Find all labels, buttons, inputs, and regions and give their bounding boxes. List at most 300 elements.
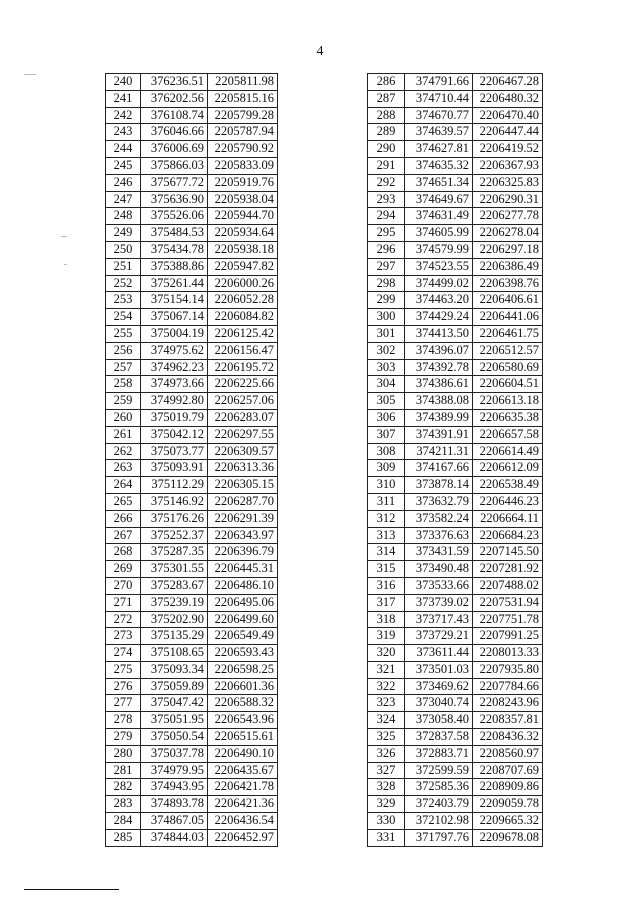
table-row [106,258,278,275]
table-row [368,409,543,426]
point-number-cell: 322 [368,678,405,695]
table-row [368,426,543,443]
x-coordinate-cell: 373533.66 [405,577,473,594]
table-row [106,796,278,813]
table-row [106,813,278,830]
y-coordinate-cell: 2206052.28 [208,292,278,309]
y-coordinate-cell: 2206604.51 [473,376,543,393]
table-row [106,477,278,494]
scan-speck [64,264,67,265]
table-row [368,292,543,309]
table-row [106,74,278,91]
point-number-cell: 248 [106,208,141,225]
point-number-cell: 285 [106,829,141,846]
x-coordinate-cell: 374413.50 [405,325,473,342]
x-coordinate-cell: 374388.08 [405,393,473,410]
x-coordinate-cell: 374605.99 [405,225,473,242]
table-row [368,393,543,410]
x-coordinate-cell: 373040.74 [405,695,473,712]
point-number-cell: 247 [106,191,141,208]
y-coordinate-cell: 2206343.97 [208,527,278,544]
table-row [368,191,543,208]
table-row [106,325,278,342]
x-coordinate-cell: 376108.74 [141,107,208,124]
point-number-cell: 256 [106,342,141,359]
x-coordinate-cell: 375636.90 [141,191,208,208]
y-coordinate-cell: 2206435.67 [208,762,278,779]
table-row [106,577,278,594]
x-coordinate-cell: 373729.21 [405,628,473,645]
y-coordinate-cell: 2206287.70 [208,493,278,510]
y-coordinate-cell: 2205787.94 [208,124,278,141]
point-number-cell: 314 [368,544,405,561]
y-coordinate-cell: 2206486.10 [208,577,278,594]
y-coordinate-cell: 2205934.64 [208,225,278,242]
x-coordinate-cell: 372837.58 [405,729,473,746]
point-number-cell: 265 [106,493,141,510]
y-coordinate-cell: 2206084.82 [208,309,278,326]
x-coordinate-cell: 375252.37 [141,527,208,544]
x-coordinate-cell: 374992.80 [141,393,208,410]
x-coordinate-cell: 374396.07 [405,342,473,359]
table-row [106,426,278,443]
y-coordinate-cell: 2206297.18 [473,241,543,258]
table-row [106,376,278,393]
y-coordinate-cell: 2205938.18 [208,241,278,258]
point-number-cell: 283 [106,796,141,813]
point-number-cell: 303 [368,359,405,376]
y-coordinate-cell: 2206515.61 [208,729,278,746]
point-number-cell: 315 [368,561,405,578]
y-coordinate-cell: 2206421.78 [208,779,278,796]
x-coordinate-cell: 375176.26 [141,510,208,527]
x-coordinate-cell: 374962.23 [141,359,208,376]
point-number-cell: 305 [368,393,405,410]
table-row [368,628,543,645]
table-row [106,678,278,695]
point-number-cell: 293 [368,191,405,208]
table-row [106,729,278,746]
y-coordinate-cell: 2206195.72 [208,359,278,376]
point-number-cell: 258 [106,376,141,393]
table-row [106,712,278,729]
point-number-cell: 251 [106,258,141,275]
y-coordinate-cell: 2207991.25 [473,628,543,645]
point-number-cell: 281 [106,762,141,779]
table-row [368,157,543,174]
point-number-cell: 297 [368,258,405,275]
x-coordinate-cell: 374844.03 [141,829,208,846]
point-number-cell: 270 [106,577,141,594]
table-row [368,443,543,460]
x-coordinate-cell: 374635.32 [405,157,473,174]
y-coordinate-cell: 2206613.18 [473,393,543,410]
y-coordinate-cell: 2205815.16 [208,90,278,107]
point-number-cell: 304 [368,376,405,393]
y-coordinate-cell: 2206684.23 [473,527,543,544]
y-coordinate-cell: 2206593.43 [208,645,278,662]
table-row [106,561,278,578]
point-number-cell: 320 [368,645,405,662]
x-coordinate-cell: 374211.31 [405,443,473,460]
y-coordinate-cell: 2206436.54 [208,813,278,830]
table-row [106,141,278,158]
y-coordinate-cell: 2208909.86 [473,779,543,796]
point-number-cell: 313 [368,527,405,544]
y-coordinate-cell: 2206612.09 [473,460,543,477]
y-coordinate-cell: 2206398.76 [473,275,543,292]
x-coordinate-cell: 375135.29 [141,628,208,645]
x-coordinate-cell: 373490.48 [405,561,473,578]
table-row [106,157,278,174]
x-coordinate-cell: 374649.67 [405,191,473,208]
point-number-cell: 255 [106,325,141,342]
table-row [106,510,278,527]
x-coordinate-cell: 375004.19 [141,325,208,342]
table-row [106,409,278,426]
point-number-cell: 244 [106,141,141,158]
x-coordinate-cell: 376046.66 [141,124,208,141]
x-coordinate-cell: 374979.95 [141,762,208,779]
x-coordinate-cell: 374523.55 [405,258,473,275]
point-number-cell: 330 [368,813,405,830]
point-number-cell: 259 [106,393,141,410]
x-coordinate-cell: 372102.98 [405,813,473,830]
table-row [368,477,543,494]
x-coordinate-cell: 373717.43 [405,611,473,628]
x-coordinate-cell: 374670.77 [405,107,473,124]
table-row [106,208,278,225]
x-coordinate-cell: 375146.92 [141,493,208,510]
point-number-cell: 327 [368,762,405,779]
y-coordinate-cell: 2207751.78 [473,611,543,628]
y-coordinate-cell: 2206480.32 [473,90,543,107]
y-coordinate-cell: 2206325.83 [473,174,543,191]
x-coordinate-cell: 374627.81 [405,141,473,158]
y-coordinate-cell: 2206367.93 [473,157,543,174]
point-number-cell: 288 [368,107,405,124]
y-coordinate-cell: 2206601.36 [208,678,278,695]
x-coordinate-cell: 375093.91 [141,460,208,477]
x-coordinate-cell: 372599.59 [405,762,473,779]
y-coordinate-cell: 2205947.82 [208,258,278,275]
x-coordinate-cell: 375019.79 [141,409,208,426]
y-coordinate-cell: 2206549.49 [208,628,278,645]
point-number-cell: 269 [106,561,141,578]
point-number-cell: 249 [106,225,141,242]
table-row [106,745,278,762]
table-row [368,829,543,846]
point-number-cell: 306 [368,409,405,426]
point-number-cell: 321 [368,661,405,678]
y-coordinate-cell: 2206277.78 [473,208,543,225]
y-coordinate-cell: 2206657.58 [473,426,543,443]
table-row [368,712,543,729]
scan-speck [24,74,36,75]
point-number-cell: 299 [368,292,405,309]
x-coordinate-cell: 372585.36 [405,779,473,796]
table-row [106,460,278,477]
point-number-cell: 328 [368,779,405,796]
coordinates-table-right [367,73,543,847]
table-row [368,661,543,678]
table-row [368,325,543,342]
y-coordinate-cell: 2205799.28 [208,107,278,124]
y-coordinate-cell: 2206291.39 [208,510,278,527]
x-coordinate-cell: 372883.71 [405,745,473,762]
point-number-cell: 274 [106,645,141,662]
point-number-cell: 325 [368,729,405,746]
point-number-cell: 309 [368,460,405,477]
x-coordinate-cell: 373878.14 [405,477,473,494]
table-row [368,678,543,695]
y-coordinate-cell: 2206490.10 [208,745,278,762]
y-coordinate-cell: 2206441.06 [473,309,543,326]
point-number-cell: 245 [106,157,141,174]
point-number-cell: 286 [368,74,405,91]
table-row [368,107,543,124]
point-number-cell: 301 [368,325,405,342]
point-number-cell: 282 [106,779,141,796]
table-row [106,309,278,326]
table-row [106,443,278,460]
x-coordinate-cell: 373582.24 [405,510,473,527]
point-number-cell: 287 [368,90,405,107]
table-row [368,561,543,578]
table-row [106,611,278,628]
y-coordinate-cell: 2209678.08 [473,829,543,846]
x-coordinate-cell: 375287.35 [141,544,208,561]
x-coordinate-cell: 375112.29 [141,477,208,494]
x-coordinate-cell: 373632.79 [405,493,473,510]
y-coordinate-cell: 2208707.69 [473,762,543,779]
table-row [106,544,278,561]
point-number-cell: 261 [106,426,141,443]
table-row [106,393,278,410]
table-row [106,292,278,309]
x-coordinate-cell: 371797.76 [405,829,473,846]
y-coordinate-cell: 2205790.92 [208,141,278,158]
point-number-cell: 291 [368,157,405,174]
table-row [368,241,543,258]
y-coordinate-cell: 2206278.04 [473,225,543,242]
x-coordinate-cell: 376236.51 [141,74,208,91]
y-coordinate-cell: 2206635.38 [473,409,543,426]
y-coordinate-cell: 2207281.92 [473,561,543,578]
point-number-cell: 254 [106,309,141,326]
x-coordinate-cell: 374710.44 [405,90,473,107]
y-coordinate-cell: 2205811.98 [208,74,278,91]
point-number-cell: 263 [106,460,141,477]
y-coordinate-cell: 2206290.31 [473,191,543,208]
y-coordinate-cell: 2206452.97 [208,829,278,846]
table-row [368,645,543,662]
table-row [368,376,543,393]
point-number-cell: 298 [368,275,405,292]
x-coordinate-cell: 374631.49 [405,208,473,225]
y-coordinate-cell: 2206538.49 [473,477,543,494]
point-number-cell: 250 [106,241,141,258]
table-row [368,510,543,527]
table-row [368,309,543,326]
table-row [106,645,278,662]
table-row [368,796,543,813]
x-coordinate-cell: 374943.95 [141,779,208,796]
x-coordinate-cell: 374973.66 [141,376,208,393]
y-coordinate-cell: 2206257.06 [208,393,278,410]
point-number-cell: 279 [106,729,141,746]
table-row [368,493,543,510]
point-number-cell: 300 [368,309,405,326]
y-coordinate-cell: 2206467.28 [473,74,543,91]
table-row [368,695,543,712]
point-number-cell: 275 [106,661,141,678]
point-number-cell: 273 [106,628,141,645]
point-number-cell: 262 [106,443,141,460]
point-number-cell: 241 [106,90,141,107]
table-row [368,174,543,191]
y-coordinate-cell: 2206445.31 [208,561,278,578]
x-coordinate-cell: 375108.65 [141,645,208,662]
point-number-cell: 296 [368,241,405,258]
table-body [106,74,278,847]
point-number-cell: 323 [368,695,405,712]
x-coordinate-cell: 376006.69 [141,141,208,158]
x-coordinate-cell: 375261.44 [141,275,208,292]
table-row [368,342,543,359]
y-coordinate-cell: 2207784.66 [473,678,543,695]
x-coordinate-cell: 374429.24 [405,309,473,326]
y-coordinate-cell: 2206447.44 [473,124,543,141]
scan-speck [61,236,67,237]
point-number-cell: 331 [368,829,405,846]
x-coordinate-cell: 373058.40 [405,712,473,729]
table-body [368,74,543,847]
table-row [106,695,278,712]
footnote-rule [24,889,119,890]
x-coordinate-cell: 375202.90 [141,611,208,628]
y-coordinate-cell: 2206664.11 [473,510,543,527]
y-coordinate-cell: 2208013.33 [473,645,543,662]
point-number-cell: 266 [106,510,141,527]
table-row [368,90,543,107]
x-coordinate-cell: 375050.54 [141,729,208,746]
table-row [106,191,278,208]
y-coordinate-cell: 2206499.60 [208,611,278,628]
x-coordinate-cell: 373376.63 [405,527,473,544]
table-row [106,527,278,544]
y-coordinate-cell: 2206580.69 [473,359,543,376]
y-coordinate-cell: 2206225.66 [208,376,278,393]
x-coordinate-cell: 375073.77 [141,443,208,460]
table-row [368,577,543,594]
y-coordinate-cell: 2206283.07 [208,409,278,426]
x-coordinate-cell: 375484.53 [141,225,208,242]
x-coordinate-cell: 372403.79 [405,796,473,813]
x-coordinate-cell: 374975.62 [141,342,208,359]
table-row [106,342,278,359]
x-coordinate-cell: 376202.56 [141,90,208,107]
table-row [106,359,278,376]
y-coordinate-cell: 2206156.47 [208,342,278,359]
point-number-cell: 264 [106,477,141,494]
x-coordinate-cell: 375059.89 [141,678,208,695]
y-coordinate-cell: 2207935.80 [473,661,543,678]
x-coordinate-cell: 373501.03 [405,661,473,678]
table-row [368,813,543,830]
y-coordinate-cell: 2206313.36 [208,460,278,477]
table-row [106,661,278,678]
point-number-cell: 280 [106,745,141,762]
table-row [368,359,543,376]
y-coordinate-cell: 2206588.32 [208,695,278,712]
y-coordinate-cell: 2208560.97 [473,745,543,762]
point-number-cell: 272 [106,611,141,628]
y-coordinate-cell: 2209059.78 [473,796,543,813]
y-coordinate-cell: 2206000.26 [208,275,278,292]
page-number: 4 [316,44,324,59]
point-number-cell: 289 [368,124,405,141]
x-coordinate-cell: 375037.78 [141,745,208,762]
x-coordinate-cell: 375047.42 [141,695,208,712]
y-coordinate-cell: 2209665.32 [473,813,543,830]
point-number-cell: 271 [106,594,141,611]
y-coordinate-cell: 2206125.42 [208,325,278,342]
x-coordinate-cell: 374463.20 [405,292,473,309]
x-coordinate-cell: 375677.72 [141,174,208,191]
coordinates-table-left [105,73,278,847]
y-coordinate-cell: 2208243.96 [473,695,543,712]
x-coordinate-cell: 375154.14 [141,292,208,309]
y-coordinate-cell: 2206461.75 [473,325,543,342]
y-coordinate-cell: 2206495.06 [208,594,278,611]
y-coordinate-cell: 2206297.55 [208,426,278,443]
table-row [106,829,278,846]
x-coordinate-cell: 375283.67 [141,577,208,594]
table-row [368,544,543,561]
table-row [368,124,543,141]
x-coordinate-cell: 374639.57 [405,124,473,141]
x-coordinate-cell: 375301.55 [141,561,208,578]
y-coordinate-cell: 2206406.61 [473,292,543,309]
y-coordinate-cell: 2205944.70 [208,208,278,225]
x-coordinate-cell: 374389.99 [405,409,473,426]
y-coordinate-cell: 2206421.36 [208,796,278,813]
point-number-cell: 257 [106,359,141,376]
table-row [368,258,543,275]
x-coordinate-cell: 375239.19 [141,594,208,611]
x-coordinate-cell: 375042.12 [141,426,208,443]
x-coordinate-cell: 374791.66 [405,74,473,91]
table-row [368,745,543,762]
table-row [106,241,278,258]
point-number-cell: 316 [368,577,405,594]
table-row [368,594,543,611]
point-number-cell: 302 [368,342,405,359]
table-row [368,779,543,796]
point-number-cell: 242 [106,107,141,124]
table-row [106,594,278,611]
x-coordinate-cell: 373431.59 [405,544,473,561]
point-number-cell: 307 [368,426,405,443]
x-coordinate-cell: 374893.78 [141,796,208,813]
point-number-cell: 260 [106,409,141,426]
x-coordinate-cell: 375093.34 [141,661,208,678]
table-row [368,762,543,779]
point-number-cell: 243 [106,124,141,141]
y-coordinate-cell: 2206419.52 [473,141,543,158]
point-number-cell: 319 [368,628,405,645]
